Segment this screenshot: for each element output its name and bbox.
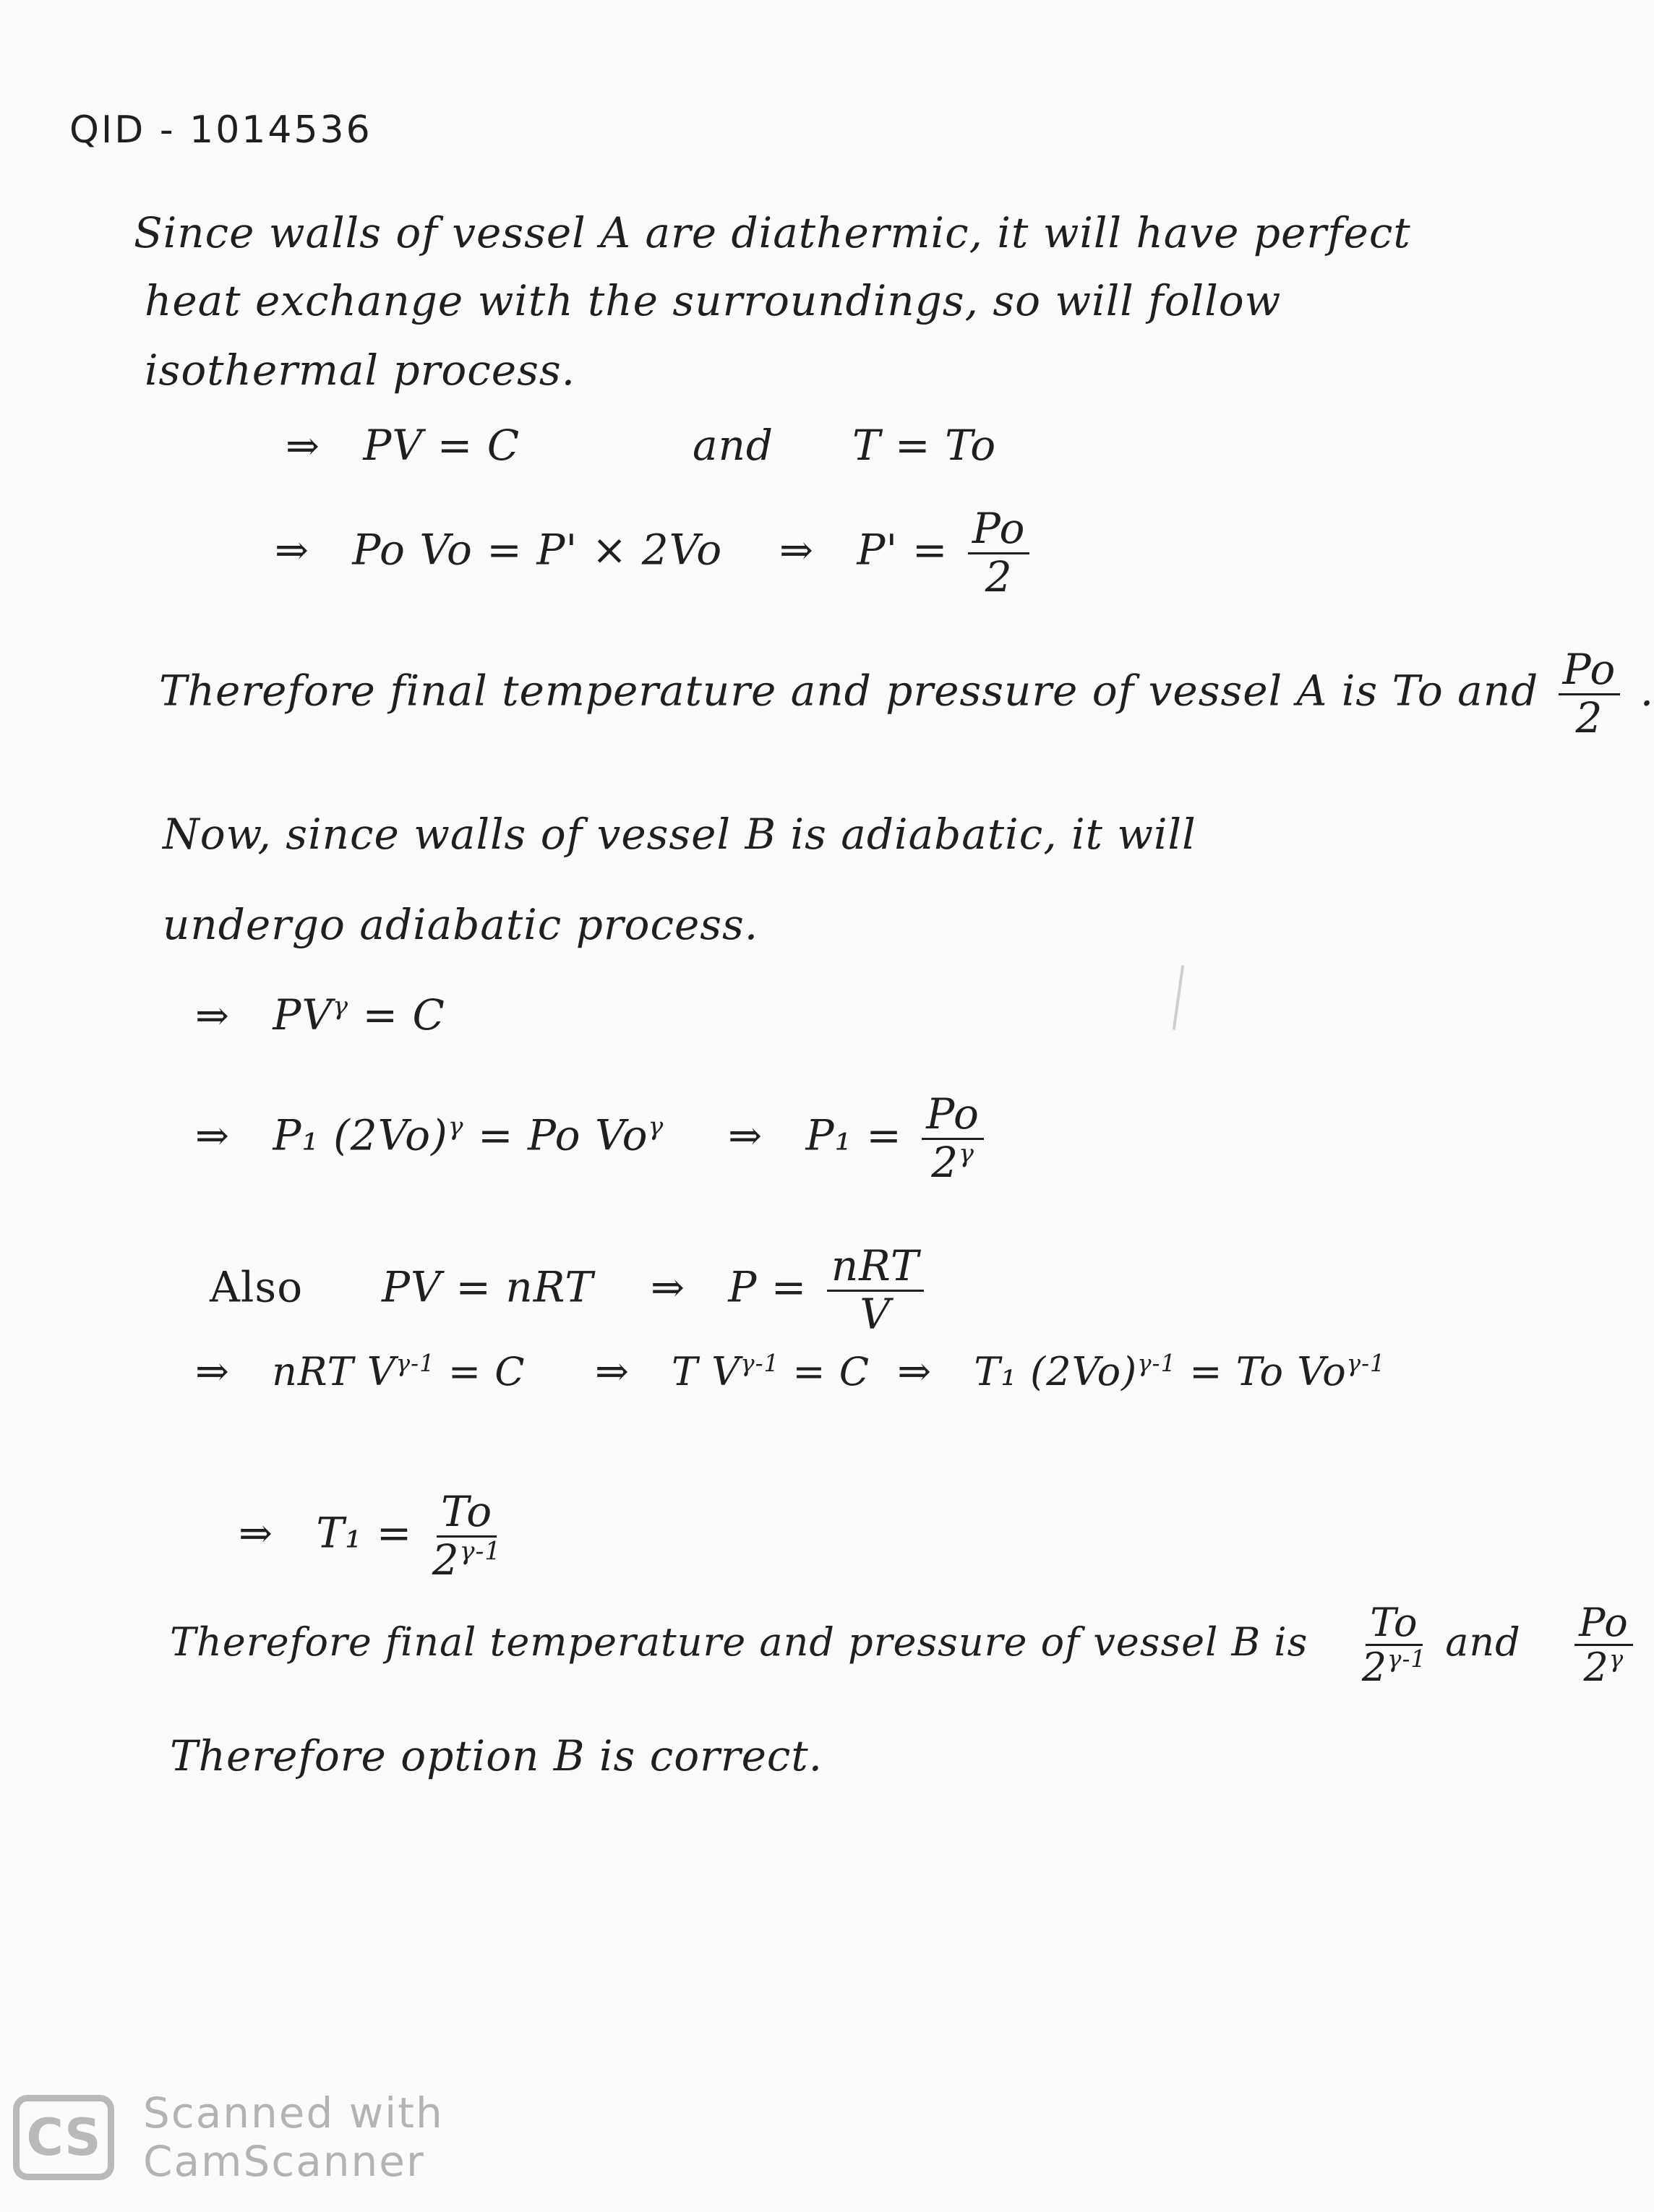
fraction-denominator: 2 xyxy=(1575,693,1603,742)
implies-arrow: ⇒ xyxy=(594,1348,630,1395)
para2-line2: undergo adiabatic process. xyxy=(163,900,759,949)
fraction xyxy=(827,1243,924,1338)
eq4-mid-exponent: γ xyxy=(648,1113,664,1141)
fraction-denominator xyxy=(1362,1646,1426,1689)
implies-arrow: ⇒ xyxy=(286,423,320,470)
eq4-result-lhs: P₁ = xyxy=(805,1110,902,1160)
equation-ideal-gas xyxy=(210,1243,930,1338)
concl2-text: Therefore final temperature and pressure of vessel B is xyxy=(170,1619,1308,1665)
fraction-numerator: nRT xyxy=(827,1243,924,1292)
para1-line1: Since walls of vessel A are diathermic, it will have perfect xyxy=(134,208,1411,257)
implies-arrow: ⇒ xyxy=(195,993,230,1039)
fraction-numerator: Po xyxy=(1559,647,1621,695)
eq6-c-mid: = To Vo xyxy=(1189,1349,1347,1394)
eq3-rest: = C xyxy=(362,990,445,1039)
implies-arrow: ⇒ xyxy=(650,1264,685,1312)
implies-arrow: ⇒ xyxy=(239,1510,273,1558)
implies-arrow: ⇒ xyxy=(728,1113,763,1160)
equation-pressure-B xyxy=(195,1089,990,1187)
eq2-result-lhs: P' = xyxy=(857,525,948,575)
denominator-exponent: γ xyxy=(959,1139,974,1169)
watermark-line2: CamScanner xyxy=(143,2136,425,2186)
denominator-base: 2 xyxy=(1583,1645,1609,1691)
fraction xyxy=(968,506,1030,601)
fraction-numerator: Po xyxy=(1574,1601,1633,1646)
eq5-text: PV = nRT xyxy=(382,1262,594,1312)
denominator-exponent: γ xyxy=(1608,1645,1624,1673)
fraction-denominator xyxy=(432,1535,502,1585)
implies-arrow: ⇒ xyxy=(195,1348,230,1395)
fraction-denominator: V xyxy=(860,1289,891,1339)
fraction xyxy=(922,1089,984,1187)
watermark-text xyxy=(143,2089,444,2185)
equation-isothermal xyxy=(286,421,996,470)
para2-line1: Now, since walls of vessel B is adiabatic, it will xyxy=(163,810,1196,859)
fraction xyxy=(1362,1601,1426,1689)
implies-arrow: ⇒ xyxy=(275,527,309,575)
denominator-base: 2 xyxy=(432,1535,460,1585)
concl1-text: Therefore final temperature and pressure of vessel A is To and xyxy=(159,666,1539,716)
denominator-base: 2 xyxy=(1361,1645,1388,1691)
fraction-denominator: 2 xyxy=(985,552,1013,601)
conclusion-vessel-B xyxy=(170,1601,1639,1689)
eq6-c-exponent-2: γ-1 xyxy=(1346,1350,1386,1377)
implies-arrow: ⇒ xyxy=(779,527,814,575)
eq4-mid: = Po Vo xyxy=(477,1110,648,1160)
implies-arrow: ⇒ xyxy=(195,1113,230,1160)
fraction xyxy=(1574,1601,1633,1689)
concl1-end: . xyxy=(1640,666,1654,716)
eq6-b: T V xyxy=(672,1349,741,1394)
equation-temperature-chain xyxy=(195,1348,1386,1395)
eq4-lhs: P₁ (2Vo) xyxy=(273,1110,448,1160)
question-id: QID - 1014536 xyxy=(69,108,372,152)
equation-pressure-A xyxy=(275,506,1035,601)
fraction-numerator: Po xyxy=(968,506,1030,554)
camscanner-watermark xyxy=(13,2089,444,2185)
denominator-exponent: γ-1 xyxy=(459,1537,502,1566)
camscanner-logo-icon: CS xyxy=(13,2095,114,2180)
denominator-base: 2 xyxy=(931,1137,959,1187)
eq4-lhs-exponent: γ xyxy=(447,1113,464,1141)
eq6-b-rest: = C xyxy=(792,1349,870,1394)
para1-line2: heat exchange with the surroundings, so will follow xyxy=(145,276,1282,325)
eq1-rhs: T = To xyxy=(852,421,997,470)
eq1-and: and xyxy=(693,421,774,470)
eq6-c: T₁ (2Vo) xyxy=(974,1349,1138,1394)
eq6-c-exponent: γ-1 xyxy=(1137,1350,1177,1377)
fraction-numerator: To xyxy=(437,1489,497,1538)
eq2-text: Po Vo = P' × 2Vo xyxy=(352,525,723,575)
eq6-a-exponent: γ-1 xyxy=(395,1350,435,1377)
para1-line3: isothermal process. xyxy=(145,346,576,395)
equation-temperature-B xyxy=(239,1489,507,1584)
implies-arrow: ⇒ xyxy=(897,1348,933,1395)
also-label: Also xyxy=(210,1262,304,1312)
watermark-line1: Scanned with xyxy=(143,2088,444,2138)
fraction-numerator: Po xyxy=(922,1092,984,1140)
eq6-a-rest: = C xyxy=(447,1349,526,1394)
conclusion-vessel-A xyxy=(159,647,1654,742)
eq3-exponent: γ xyxy=(333,992,349,1021)
equation-adiabatic xyxy=(195,990,445,1039)
denominator-exponent: γ-1 xyxy=(1387,1645,1427,1673)
fraction-denominator xyxy=(1584,1646,1624,1689)
eq6-a: nRT V xyxy=(272,1349,396,1394)
stray-mark xyxy=(1173,965,1184,1030)
eq6-b-exponent: γ-1 xyxy=(740,1350,780,1377)
eq5-result-lhs: P = xyxy=(728,1262,807,1312)
fraction-numerator: To xyxy=(1366,1601,1422,1646)
eq1-lhs: PV = C xyxy=(363,421,520,470)
final-answer: Therefore option B is correct. xyxy=(170,1731,823,1780)
fraction xyxy=(432,1489,502,1584)
fraction-denominator xyxy=(931,1137,974,1187)
eq3-base: PV xyxy=(273,990,333,1039)
eq7-lhs: T₁ = xyxy=(316,1508,413,1558)
fraction xyxy=(1559,647,1621,742)
concl2-and: and xyxy=(1445,1619,1521,1665)
